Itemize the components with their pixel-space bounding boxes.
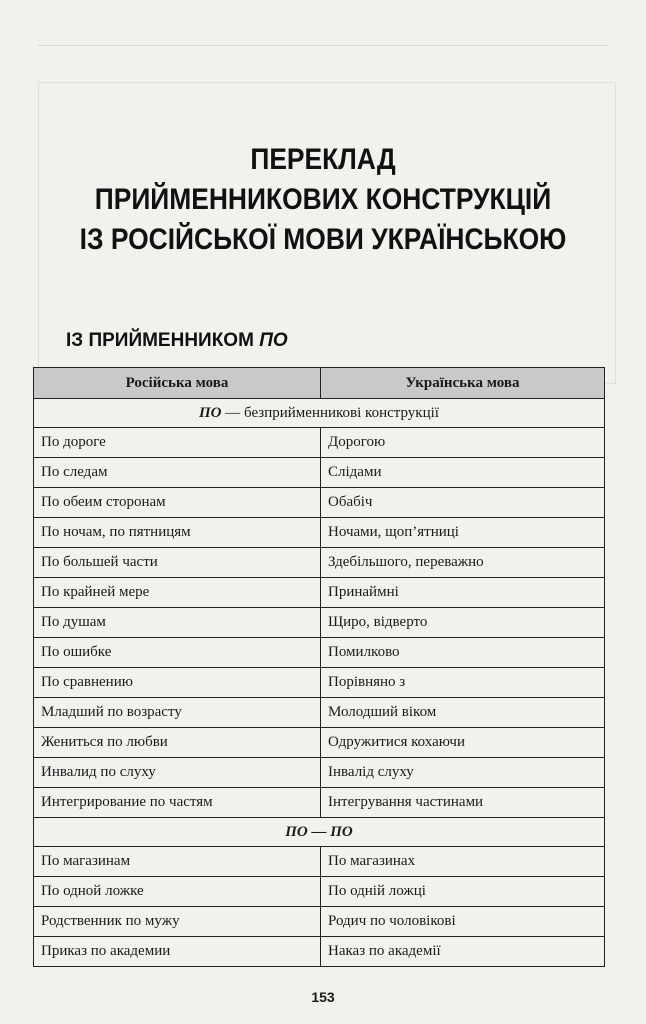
subheading-no-preposition-label (34, 399, 605, 428)
ukrainian-cell: Інтегрування частинами (321, 788, 605, 818)
ukrainian-cell: Здебільшого, переважно (321, 548, 605, 578)
ukrainian-cell: Щиро, відверто (321, 608, 605, 638)
table-row (34, 548, 605, 578)
ukrainian-cell: Порівняно з (321, 668, 605, 698)
header-ukrainian: Українська мова (321, 368, 605, 399)
ukrainian-cell: Слідами (321, 458, 605, 488)
section-heading (66, 330, 288, 352)
russian-cell: По следам (34, 458, 321, 488)
russian-cell: Младший по возрасту (34, 698, 321, 728)
table-body (34, 399, 605, 967)
table-row (34, 847, 605, 877)
ukrainian-cell: Інвалід слуху (321, 758, 605, 788)
ukrainian-cell: Молодший віком (321, 698, 605, 728)
russian-cell: По одной ложке (34, 877, 321, 907)
table-row (34, 608, 605, 638)
table-row (34, 698, 605, 728)
russian-cell: По магазинам (34, 847, 321, 877)
russian-cell: По ночам, по пятницям (34, 518, 321, 548)
subheading-no-preposition (34, 399, 605, 428)
russian-cell: По дороге (34, 428, 321, 458)
title-line-2: ПРИЙМЕННИКОВИХ КОНСТРУКЦІЙ (94, 183, 552, 216)
russian-cell: По большей части (34, 548, 321, 578)
russian-cell: По крайней мере (34, 578, 321, 608)
table-row (34, 788, 605, 818)
russian-cell: Родственник по мужу (34, 907, 321, 937)
russian-cell: Жениться по любви (34, 728, 321, 758)
ukrainian-cell: Принаймні (321, 578, 605, 608)
subheading-po-po-label: ПО — ПО (34, 818, 605, 847)
subheading-lead: ПО (199, 404, 222, 421)
page-title (39, 140, 607, 260)
ukrainian-cell: По магазинах (321, 847, 605, 877)
ukrainian-cell: Помилково (321, 638, 605, 668)
page-number: 153 (311, 989, 335, 1005)
section-heading-word: ПО (259, 330, 288, 351)
table-row (34, 668, 605, 698)
ukrainian-cell: Обабіч (321, 488, 605, 518)
ukrainian-cell: Наказ по академії (321, 937, 605, 967)
table-row (34, 638, 605, 668)
russian-cell: Приказ по академии (34, 937, 321, 967)
title-line-1: ПЕРЕКЛАД (250, 143, 396, 176)
table-row (34, 758, 605, 788)
ukrainian-cell: Родич по чоловікові (321, 907, 605, 937)
russian-cell: По душам (34, 608, 321, 638)
ukrainian-cell: Одружитися кохаючи (321, 728, 605, 758)
table-row (34, 488, 605, 518)
table-row (34, 578, 605, 608)
subheading-rest: — безприйменникові конструкції (221, 404, 439, 421)
table-row (34, 428, 605, 458)
russian-cell: Инвалид по слуху (34, 758, 321, 788)
ukrainian-cell: Дорогою (321, 428, 605, 458)
table-row (34, 518, 605, 548)
table-row (34, 458, 605, 488)
ukrainian-cell: Ночами, щоп’ятниці (321, 518, 605, 548)
russian-cell: По обеим сторонам (34, 488, 321, 518)
table-row (34, 728, 605, 758)
table-header-row (34, 368, 605, 399)
russian-cell: По сравнению (34, 668, 321, 698)
russian-cell: Интегрирование по частям (34, 788, 321, 818)
table-row (34, 937, 605, 967)
translation-table (33, 367, 605, 967)
show-through-rule (38, 45, 608, 46)
subheading-po-po (34, 818, 605, 847)
header-russian: Російська мова (34, 368, 321, 399)
table-row (34, 877, 605, 907)
title-line-3: ІЗ РОСІЙСЬКОЇ МОВИ УКРАЇНСЬКОЮ (79, 223, 567, 256)
section-heading-prefix: ІЗ ПРИЙМЕННИКОМ (66, 330, 260, 351)
table-row (34, 907, 605, 937)
russian-cell: По ошибке (34, 638, 321, 668)
ukrainian-cell: По одній ложці (321, 877, 605, 907)
